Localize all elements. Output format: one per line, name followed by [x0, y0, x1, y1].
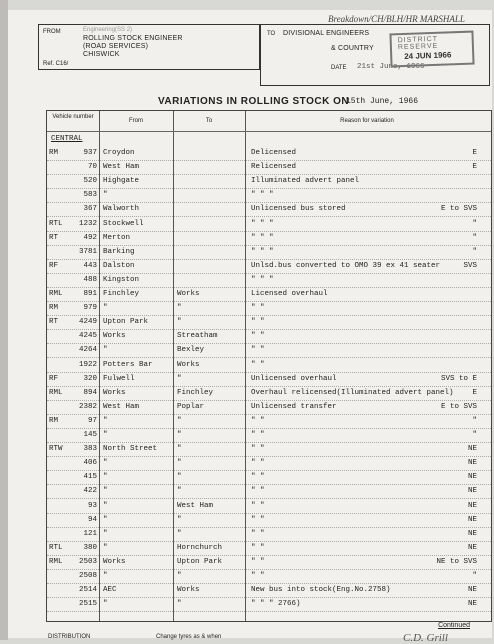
vehicle-class: RTW: [49, 445, 63, 454]
from-garage: AEC: [103, 586, 117, 595]
header-divider: [47, 131, 491, 132]
to-garage: Works: [177, 586, 200, 595]
from-garage: ": [103, 572, 108, 580]
status-code: ": [472, 219, 477, 228]
vehicle-number: 583: [83, 191, 97, 200]
reason-text: " ": [251, 304, 265, 313]
status-code: NE to SVS: [436, 557, 477, 566]
title-date: 15th June, 1966: [346, 97, 419, 106]
status-code: E: [472, 149, 477, 157]
table-row: [47, 556, 491, 569]
reason-text: " ": [251, 501, 265, 510]
reason-text: Licensed overhaul: [251, 290, 328, 298]
table-row: [47, 246, 491, 259]
vehicle-number: 492: [83, 233, 97, 242]
to-garage: ": [177, 416, 182, 425]
document-title: VARIATIONS IN ROLLING STOCK ON: [158, 96, 350, 107]
table-row: [47, 528, 491, 541]
vehicle-number: 979: [83, 304, 97, 313]
from-garage: Barking: [103, 247, 135, 256]
vehicle-class: RT: [49, 318, 59, 327]
table-row: [47, 471, 491, 484]
ref-number: Ref. C16/: [43, 61, 69, 67]
col-header-reason: Reason for variation: [340, 118, 394, 124]
to-line-1: DIVISIONAL ENGINEERS: [283, 30, 370, 37]
from-line-3: CHISWICK: [83, 51, 120, 58]
vehicle-number: 443: [83, 261, 97, 270]
date-label: DATE: [331, 65, 347, 71]
table-row: [47, 584, 491, 597]
status-code: NE: [467, 473, 477, 482]
vehicle-class: RML: [49, 388, 63, 397]
from-garage: ": [103, 416, 108, 425]
to-garage: ": [177, 318, 182, 327]
table-row: [47, 387, 491, 400]
from-garage: Works: [103, 388, 126, 397]
from-label: FROM: [43, 29, 61, 35]
table-row: [47, 189, 491, 202]
table-row: [47, 500, 491, 513]
reason-text: " " ": [251, 233, 274, 242]
from-garage: Dalston: [103, 261, 135, 270]
reason-text: Overhaul relicensed(Illuminated advert panel): [251, 388, 454, 397]
to-garage: ": [177, 600, 182, 609]
from-garage: ": [103, 515, 108, 524]
status-code: NE: [467, 459, 477, 468]
table-row: [47, 232, 491, 245]
from-garage: Walworth: [103, 205, 140, 214]
to-garage: ": [177, 374, 182, 383]
vehicle-number: 121: [83, 529, 97, 538]
table-row: [47, 175, 491, 188]
table-row: [47, 415, 491, 428]
from-garage: ": [103, 487, 108, 496]
from-box: [38, 24, 260, 70]
reason-text: " ": [251, 332, 265, 341]
vehicle-number: 422: [83, 487, 97, 496]
document-sheet: [8, 10, 492, 644]
reason-text: " ": [251, 529, 265, 538]
reason-text: " ": [251, 473, 265, 482]
status-code: E: [472, 163, 477, 172]
vehicle-number: 894: [83, 388, 97, 397]
from-garage: Works: [103, 332, 126, 341]
to-garage: Works: [177, 290, 200, 298]
table-row: [47, 359, 491, 372]
reason-text: " ": [251, 445, 265, 454]
reason-text: Relicensed: [251, 163, 297, 172]
signature: C.D. Grill: [403, 632, 448, 644]
status-code: NE: [467, 501, 477, 510]
from-garage: ": [103, 459, 108, 468]
vehicle-class: RML: [49, 557, 63, 566]
vehicle-class: RF: [49, 374, 59, 383]
to-garage: ": [177, 304, 182, 313]
table-row: [47, 429, 491, 442]
reason-text: Unlsd.bus converted to OMO 39 ex 41 seater: [251, 261, 441, 270]
vehicle-class: RML: [49, 290, 63, 298]
page-edge-shadow: [0, 0, 8, 640]
variations-table: [46, 110, 492, 622]
vehicle-number: 891: [83, 290, 97, 298]
reason-text: " ": [251, 416, 265, 425]
vehicle-number: 97: [87, 416, 97, 425]
from-line-1: ROLLING STOCK ENGINEER: [83, 35, 183, 42]
table-row: [47, 457, 491, 470]
table-row: [47, 288, 491, 301]
to-garage: ": [177, 431, 182, 439]
table-row: [47, 274, 491, 287]
status-code: E to SVS: [440, 402, 477, 411]
to-line-2: & COUNTRY: [331, 45, 374, 52]
table-row: [47, 344, 491, 357]
from-garage: Fulwell: [103, 374, 135, 383]
section-heading: CENTRAL: [51, 135, 83, 143]
from-garage: Kingston: [103, 275, 140, 284]
row-rule: [47, 611, 491, 612]
reason-text: " ": [251, 459, 265, 468]
from-garage: ": [103, 304, 108, 313]
table-row: [47, 542, 491, 555]
vehicle-number: 2508: [78, 572, 97, 580]
table-row: [47, 514, 491, 527]
reason-text: " ": [251, 557, 265, 566]
vehicle-number: 4245: [78, 332, 97, 341]
to-garage: Works: [177, 360, 200, 369]
vehicle-class: RM: [49, 304, 59, 313]
vehicle-number: 145: [83, 431, 97, 439]
status-code: ": [472, 233, 477, 242]
table-row: [47, 218, 491, 231]
vehicle-number: 380: [83, 543, 97, 552]
reason-text: Unlicensed overhaul: [251, 374, 337, 383]
status-code: E to SVS: [440, 205, 477, 214]
to-garage: ": [177, 515, 182, 524]
col-header-from: From: [129, 118, 143, 124]
reason-text: New bus into stock(Eng.No.2758): [251, 586, 391, 595]
vehicle-number: 520: [83, 177, 97, 186]
handwritten-routing: Breakdown/CH/BLH/HR MARSHALL: [328, 14, 465, 24]
from-garage: ": [103, 543, 108, 552]
to-garage: ": [177, 459, 182, 468]
table-row: [47, 203, 491, 216]
status-code: NE: [467, 529, 477, 538]
table-row: [47, 330, 491, 343]
status-code: NE: [467, 515, 477, 524]
to-garage: ": [177, 473, 182, 482]
distribution-label: DISTRIBUTION: [48, 634, 91, 640]
from-garage: ": [103, 529, 108, 538]
from-garage: Works: [103, 557, 126, 566]
status-code: NE: [467, 445, 477, 454]
from-garage: Croydon: [103, 149, 135, 157]
table-row: [47, 570, 491, 583]
to-garage: ": [177, 529, 182, 538]
reason-text: " ": [251, 431, 265, 439]
reason-text: " ": [251, 487, 265, 496]
vehicle-number: 2503: [78, 557, 97, 566]
vehicle-number: 2515: [78, 600, 97, 609]
stamp-text: DISTRICT RESERVE: [397, 35, 439, 52]
vehicle-number: 93: [87, 501, 97, 510]
from-garage: North Street: [103, 445, 158, 454]
from-garage: ": [103, 473, 108, 482]
from-garage: Potters Bar: [103, 360, 153, 369]
reason-text: Unlicensed bus stored: [251, 205, 346, 214]
table-row: [47, 302, 491, 315]
vehicle-number: 937: [83, 149, 97, 157]
col-header-vehicle: Vehicle number: [52, 114, 94, 120]
vehicle-number: 1922: [78, 360, 97, 369]
table-row: [47, 443, 491, 456]
reason-text: " ": [251, 543, 265, 552]
table-row: [47, 260, 491, 273]
to-garage: Bexley: [177, 346, 205, 355]
from-garage: West Ham: [103, 163, 140, 172]
vehicle-class: RM: [49, 416, 59, 425]
vehicle-class: RM: [49, 149, 59, 157]
from-garage: ": [103, 191, 108, 200]
stamp-date: 24 JUN 1966: [404, 50, 452, 61]
from-garage: West Ham: [103, 402, 140, 411]
table-row: [47, 147, 491, 160]
vehicle-class: RTL: [49, 219, 63, 228]
vehicle-class: RF: [49, 261, 59, 270]
to-garage: ": [177, 445, 182, 454]
vehicle-number: 4264: [78, 346, 97, 355]
status-code: SVS to E: [440, 374, 477, 383]
reason-text: Delicensed: [251, 149, 297, 157]
reason-text: " " " 2766): [251, 600, 301, 609]
reason-text: " " ": [251, 275, 274, 284]
to-garage: Upton Park: [177, 557, 223, 566]
date-value: 21st June, 1966: [357, 63, 425, 71]
from-garage: Stockwell: [103, 219, 144, 228]
status-code: ": [472, 416, 477, 425]
reason-text: " ": [251, 572, 265, 580]
to-label: TO: [267, 31, 276, 37]
from-garage: ": [103, 501, 108, 510]
reason-text: " " ": [251, 191, 274, 200]
vehicle-number: 367: [83, 205, 97, 214]
status-code: E: [472, 388, 477, 397]
vehicle-number: 2514: [78, 586, 97, 595]
table-row: [47, 598, 491, 611]
vehicle-number: 2382: [78, 402, 97, 411]
vehicle-class: RT: [49, 233, 59, 242]
table-row: [47, 485, 491, 498]
from-garage: Merton: [103, 233, 131, 242]
status-code: NE: [467, 600, 477, 609]
reason-text: Unlicensed transfer: [251, 402, 337, 411]
continued-label: Continued: [438, 622, 470, 629]
reason-text: " " ": [251, 219, 274, 228]
from-garage: ": [103, 346, 108, 355]
from-garage: ": [103, 600, 108, 609]
from-line-2: (ROAD SERVICES): [83, 43, 149, 50]
to-garage: West Ham: [177, 501, 214, 510]
vehicle-number: 4249: [78, 318, 97, 327]
from-garage: Upton Park: [103, 318, 149, 327]
from-garage: ": [103, 431, 108, 439]
vehicle-number: 488: [83, 275, 97, 284]
reason-text: " ": [251, 360, 265, 369]
vehicle-number: 320: [83, 374, 97, 383]
from-garage: Highgate: [103, 177, 140, 186]
reason-text: " ": [251, 318, 265, 327]
col-header-to: To: [205, 118, 213, 124]
to-garage: ": [177, 487, 182, 496]
to-garage: Streatham: [177, 332, 218, 341]
vehicle-number: 94: [87, 515, 97, 524]
vehicle-number: 406: [83, 459, 97, 468]
table-row: [47, 401, 491, 414]
reason-text: Illuminated advert panel: [251, 177, 360, 186]
received-stamp: [389, 31, 474, 68]
table-row: [47, 316, 491, 329]
from-garage: Finchley: [103, 290, 140, 298]
vehicle-number: 1232: [78, 219, 97, 228]
vehicle-number: 415: [83, 473, 97, 482]
vehicle-number: 383: [83, 445, 97, 454]
reason-text: " " ": [251, 247, 274, 256]
table-row: [47, 161, 491, 174]
status-code: NE: [467, 487, 477, 496]
status-code: ": [472, 431, 477, 439]
vehicle-number: 70: [87, 163, 97, 172]
status-code: NE: [467, 586, 477, 595]
footer-note: Change tyres as & when: [156, 634, 222, 640]
to-garage: Hornchurch: [177, 543, 223, 552]
vehicle-number: 3781: [78, 247, 97, 256]
to-garage: ": [177, 572, 182, 580]
to-garage: Finchley: [177, 388, 214, 397]
reason-text: " ": [251, 515, 265, 524]
reason-text: " ": [251, 346, 265, 355]
from-faint-text: Engineering(SS 2): [83, 27, 133, 33]
status-code: NE: [467, 543, 477, 552]
to-garage: Poplar: [177, 402, 205, 411]
status-code: ": [472, 247, 477, 256]
table-row: [47, 373, 491, 386]
vehicle-class: RTL: [49, 543, 63, 552]
status-code: SVS: [463, 261, 477, 270]
status-code: ": [472, 572, 477, 580]
